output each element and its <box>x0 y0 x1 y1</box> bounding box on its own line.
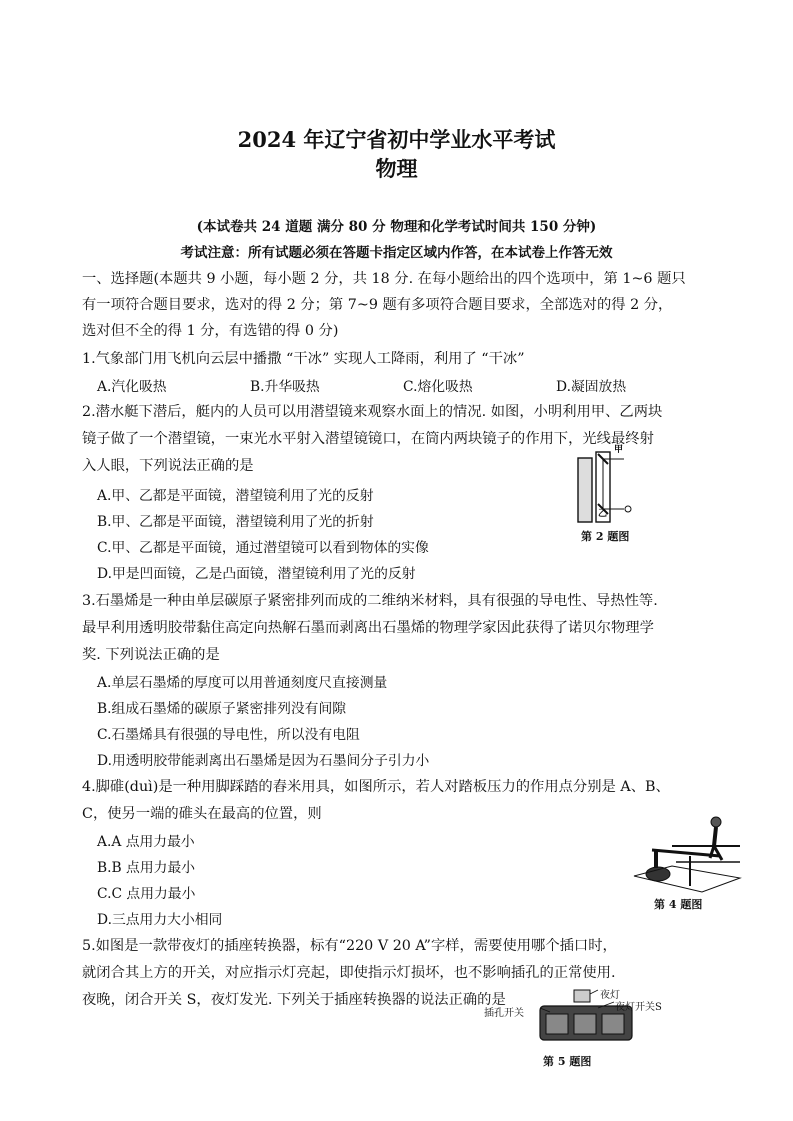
socket-1 <box>546 1014 568 1034</box>
mirror-label-top: 甲 <box>614 445 624 455</box>
label-night-switch: 夜灯开关S <box>615 1002 662 1013</box>
section-instruction-line: 有一项符合题目要求，选对的得 2 分；第 7~9 题有多项符合题目要求，全部选对的得 2 分， <box>82 297 673 313</box>
q1-option-d: D.凝固放热 <box>556 379 627 395</box>
label-socket-switch: 插孔开关 <box>484 1008 524 1019</box>
person-body <box>714 827 716 846</box>
q2-option-c: C.甲、乙都是平面镜，通过潜望镜可以看到物体的实像 <box>97 540 429 556</box>
q3-option-c: C.石墨烯具有很强的导电性，所以没有电阻 <box>97 727 360 743</box>
page-title: 2024 年辽宁省初中学业水平考试 <box>237 127 556 152</box>
q2-option-b: B.甲、乙都是平面镜，潜望镜利用了光的折射 <box>97 514 374 530</box>
person-head <box>711 817 721 827</box>
question-2-line: 入人眼，下列说法正确的是 <box>82 458 254 474</box>
q3-option-a: A.单层石墨烯的厚度可以用普通刻度尺直接测量 <box>97 675 388 691</box>
question-3-line: 奖. 下列说法正确的是 <box>82 647 220 663</box>
question-5-line: 就闭合其上方的开关，对应指示灯亮起，即使指示灯损坏，也不影响插孔的正常使用. <box>82 965 616 981</box>
figure-2-caption: 第 2 题图 <box>581 530 630 543</box>
night-light <box>574 990 590 1002</box>
periscope-figure <box>574 444 644 526</box>
question-5-line: 5.如图是一款带夜灯的插座转换器，标有“220 V 20 A”字样，需要使用哪个插口时， <box>82 938 617 954</box>
question-2-line: 2.潜水艇下潜后，艇内的人员可以用潜望镜来观察水面上的情况. 如图，小明利用甲、乙两块 <box>82 404 663 420</box>
q3-option-d: D.用透明胶带能剥离出石墨烯是因为石墨间分子引力小 <box>97 753 430 769</box>
periscope-tube-left <box>578 458 592 522</box>
section-instruction-line: 选对但不全的得 1 分，有选错的得 0 分) <box>82 323 339 339</box>
q2-option-a: A.甲、乙都是平面镜，潜望镜利用了光的反射 <box>97 488 374 504</box>
socket-2 <box>574 1014 596 1034</box>
question-1-stem: 1.气象部门用飞机向云层中播撒 “干冰” 实现人工降雨，利用了 “干冰” <box>82 351 525 367</box>
pointer-night-light <box>590 990 598 994</box>
question-2-line: 镜子做了一个潜望镜，一束光水平射入潜望镜镜口，在筒内两块镜子的作用下，光线最终射 <box>82 431 654 447</box>
q2-option-d: D.甲是凹面镜，乙是凸面镜，潜望镜利用了光的反射 <box>97 566 416 582</box>
person-leg-2 <box>714 846 722 860</box>
question-4-line: 4.脚碓(duì)是一种用脚踩踏的舂米用具，如图所示，若人对踏板压力的作用点分别是 A、B、 <box>82 779 670 795</box>
q3-option-b: B.组成石墨烯的碳原子紧密排列没有间隙 <box>97 701 347 717</box>
question-4-line: C，使另一端的碓头在最高的位置，则 <box>82 806 322 822</box>
subject-title: 物理 <box>375 156 418 181</box>
label-night-light: 夜灯 <box>600 990 620 1001</box>
q4-option-b: B.B 点用力最小 <box>97 860 196 876</box>
q4-option-d: D.三点用力大小相同 <box>97 912 223 928</box>
section-instruction-line: 一、选择题(本题共 9 小题，每小题 2 分，共 18 分. 在每小题给出的四个选项中，第 1~6 题只 <box>82 271 686 287</box>
q1-option-a: A.汽化吸热 <box>97 379 167 395</box>
socket-converter-figure <box>538 986 638 1044</box>
q1-option-b: B.升华吸热 <box>250 379 320 395</box>
mirror-label-bottom: 乙 <box>598 509 608 519</box>
question-5-line: 夜晚，闭合开关 S，夜灯发光. 下列关于插座转换器的说法正确的是 <box>82 992 506 1008</box>
question-3-line: 3.石墨烯是一种由单层碳原子紧密排列而成的二维纳米材料，具有很强的导电性、导热性等. <box>82 593 658 609</box>
exam-notice: 考试注意：所有试题必须在答题卡指定区域内作答，在本试卷上作答无效 <box>180 245 613 261</box>
q1-option-c: C.熔化吸热 <box>403 379 473 395</box>
figure-5-caption: 第 5 题图 <box>543 1055 592 1068</box>
question-3-line: 最早利用透明胶带黏住高定向热解石墨而剥离出石墨烯的物理学家因此获得了诺贝尔物理学 <box>82 620 654 636</box>
figure-4-caption: 第 4 题图 <box>654 898 703 911</box>
exam-info: (本试卷共 24 道题 满分 80 分 物理和化学考试时间共 150 分钟) <box>196 219 597 235</box>
eye-icon <box>625 506 631 512</box>
q4-option-c: C.C 点用力最小 <box>97 886 196 902</box>
q4-option-a: A.A 点用力最小 <box>97 834 195 850</box>
foot-pestle-figure <box>632 816 742 894</box>
socket-3 <box>602 1014 624 1034</box>
mortar-pit <box>646 867 670 881</box>
